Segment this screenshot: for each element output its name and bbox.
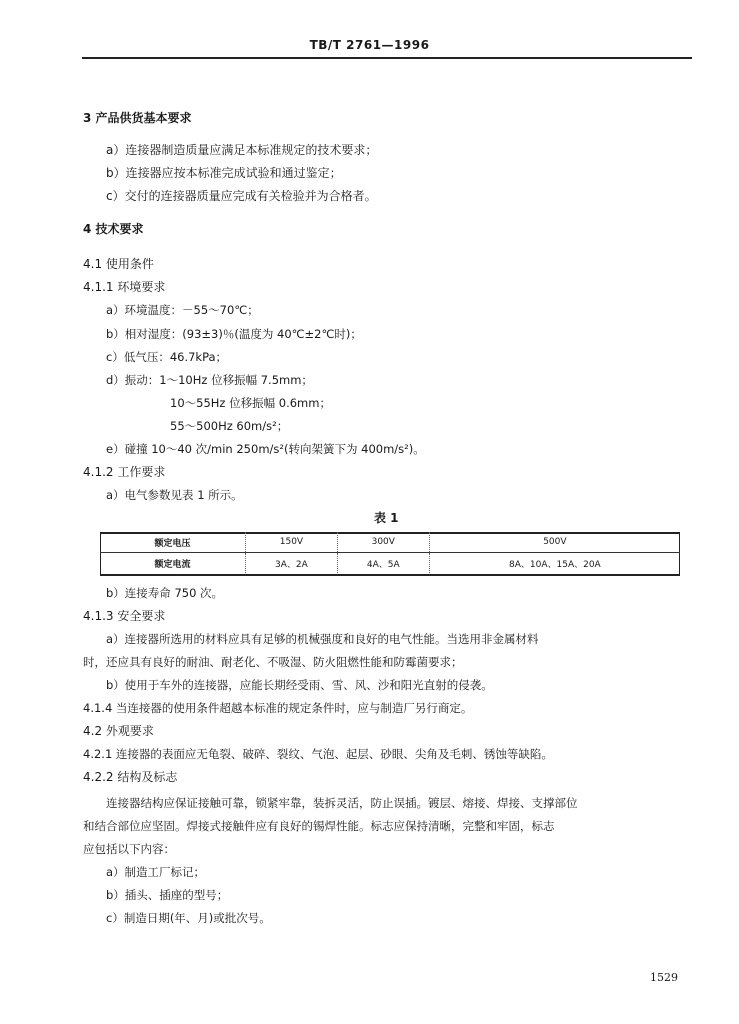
table-row — [100, 532, 680, 553]
section-4-1-4: 4.1.4 当连接器的使用条件超越本标准的规定条件时，应与制造厂另行商定。 — [83, 701, 473, 715]
section-4-1-1: 4.1.1 环境要求 — [83, 280, 166, 294]
s422-para-line3: 应包括以下内容： — [83, 842, 175, 856]
s3-item-c: c）交付的连接器质量应完成有关检验并为合格者。 — [106, 189, 377, 203]
section-4-title: 4 技术要求 — [83, 222, 144, 236]
s413-item-a-line1: a）连接器所选用的材料应具有足够的机械强度和良好的电气性能。当选用非金属材料 — [106, 632, 539, 646]
page-number: 1529 — [650, 971, 678, 984]
s422-para-line2: 和结合部位应坚固。焊接式接触件应有良好的锡焊性能。标志应保持清晰，完整和牢固，标志 — [83, 819, 555, 833]
s411-item-b: b）相对湿度：(93±3)％(温度为 40℃±2℃时)； — [106, 327, 362, 341]
s422-item-c: c）制造日期(年、月)或批次号。 — [106, 911, 271, 925]
table-cell: 额定电流 — [154, 559, 191, 570]
table-cell: 150V — [246, 532, 338, 553]
s411-item-c: c）低气压：46.7kPa； — [106, 350, 228, 364]
s411-item-d-line3: 55～500Hz 60m/s²； — [170, 419, 289, 433]
section-4-1-2: 4.1.2 工作要求 — [83, 465, 166, 479]
s412-item-a: a）电气参数见表 1 所示。 — [106, 488, 243, 502]
section-4-2-2: 4.2.2 结构及标志 — [83, 770, 178, 784]
table-cell: 4A、5A — [337, 553, 429, 574]
s411-item-d-line1: d）振动：1～10Hz 位移振幅 7.5mm； — [106, 373, 313, 387]
section-4-1-3: 4.1.3 安全要求 — [83, 609, 166, 623]
s422-item-a: a）制造工厂标记； — [106, 865, 206, 879]
table-cell: 300V — [337, 532, 429, 553]
section-4-1: 4.1 使用条件 — [83, 257, 154, 271]
s413-item-a-line2: 时，还应具有良好的耐油、耐老化、不吸湿、防火阻燃性能和防霉菌要求； — [83, 655, 463, 669]
s411-item-e: e）碰撞 10～40 次/min 250m/s²(转向架簧下为 400m/s²)。 — [106, 442, 425, 456]
s412-item-b: b）连接寿命 750 次。 — [106, 586, 224, 600]
header-rule — [82, 57, 692, 59]
table-cell: 3A、2A — [246, 553, 338, 574]
section-3-title: 3 产品供货基本要求 — [83, 111, 192, 125]
s411-item-d-line2: 10～55Hz 位移振幅 0.6mm； — [170, 396, 331, 410]
s411-item-a: a）环境温度：－55～70℃； — [106, 303, 259, 317]
table-row — [100, 553, 680, 574]
s413-item-b: b）使用于车外的连接器，应能长期经受雨、雪、风、沙和阳光直射的侵袭。 — [106, 678, 493, 692]
electrical-params-table — [100, 532, 680, 573]
section-4-2-1: 4.2.1 连接器的表面应无龟裂、破碎、裂纹、气泡、起层、砂眼、尖角及毛刺、锈蚀等缺陷。 — [83, 747, 553, 761]
s422-item-b: b）插头、插座的型号； — [106, 888, 229, 902]
table-cell: 500V — [429, 532, 680, 553]
s422-para-line1: 连接器结构应保证接触可靠，锁紧牢靠，装拆灵活，防止误插。镀层、熔接、焊接、支撑部位 — [106, 796, 578, 810]
table-title: 表 1 — [374, 511, 399, 525]
table-cell: 8A、10A、15A、20A — [429, 553, 680, 574]
section-4-2: 4.2 外观要求 — [83, 724, 154, 738]
page-header: TB/T 2761—1996 — [309, 38, 430, 52]
s3-item-b: b）连接器应按本标准完成试验和通过鉴定； — [106, 166, 342, 180]
table-cell: 额定电压 — [100, 532, 246, 553]
s3-item-a: a）连接器制造质量应满足本标准规定的技术要求； — [106, 143, 378, 157]
